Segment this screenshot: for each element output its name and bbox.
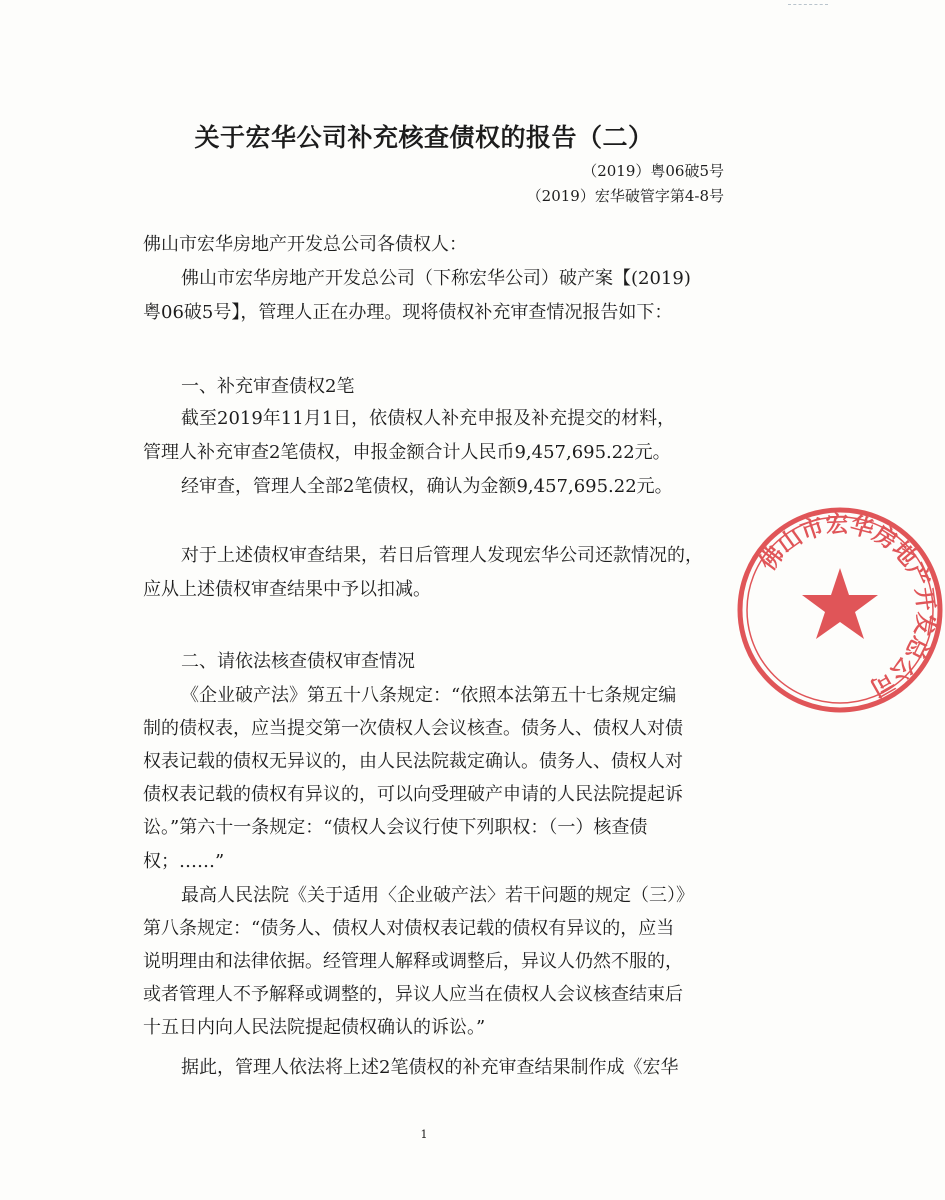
case-number: （2019）粤06破5号 xyxy=(582,162,724,180)
conclusion-line: 据此，管理人依法将上述2笔债权的补充审查结果制作成《宏华 xyxy=(181,1057,679,1078)
court-quote-line: 或者管理人不予解释或调整的，异议人应当在债权人会议核查结束后 xyxy=(143,984,683,1005)
law-quote-line: 《企业破产法》第五十八条规定：“依照本法第五十七条规定编 xyxy=(181,685,677,706)
court-quote-line: 第八条规定：“债务人、债权人对债权表记载的债权有异议的，应当 xyxy=(143,918,675,939)
law-quote-line: 权；……” xyxy=(143,851,225,872)
law-quote-line: 制的债权表，应当提交第一次债权人会议核查。债务人、债权人对债 xyxy=(143,718,683,739)
section-heading-2: 二、请依法核查债权审查情况 xyxy=(181,651,415,672)
intro-line: 佛山市宏华房地产开发总公司（下称宏华公司）破产案【(2019) xyxy=(181,268,691,289)
seal-text: 佛山市宏华房地产开发总公司 xyxy=(755,511,939,701)
company-seal xyxy=(735,505,945,715)
section1-note-line: 对于上述债权审查结果，若日后管理人发现宏华公司还款情况的， xyxy=(181,545,703,566)
section1-line: 管理人补充审查2笔债权，申报金额合计人民币9,457,695.22元。 xyxy=(143,442,671,463)
intro-line: 粤06破5号】，管理人正在办理。现将债权补充审查情况报告如下： xyxy=(143,302,673,323)
seal-star-icon xyxy=(802,568,878,639)
scan-mark xyxy=(788,4,828,11)
file-number: （2019）宏华破管字第4-8号 xyxy=(526,187,724,205)
section1-line: 截至2019年11月1日，依债权人补充申报及补充提交的材料， xyxy=(181,408,676,429)
law-quote-line: 讼。”第六十一条规定：“债权人会议行使下列职权：（一）核查债 xyxy=(143,817,648,838)
law-quote-line: 债权表记载的债权有异议的，可以向受理破产申请的人民法院提起诉 xyxy=(143,784,683,805)
section-heading-1: 一、补充审查债权2笔 xyxy=(181,376,355,397)
court-quote-line: 十五日内向人民法院提起债权确认的诉讼。” xyxy=(143,1017,486,1038)
law-quote-line: 权表记载的债权无异议的，由人民法院裁定确认。债务人、债权人对 xyxy=(143,751,683,772)
court-quote-line: 最高人民法院《关于适用〈企业破产法〉若干问题的规定（三）》 xyxy=(181,885,694,906)
page-number: 1 xyxy=(420,1128,428,1141)
section1-line: 经审查，管理人全部2笔债权，确认为金额9,457,695.22元。 xyxy=(181,476,673,497)
section1-note-line: 应从上述债权审查结果中予以扣减。 xyxy=(143,579,431,600)
salutation: 佛山市宏华房地产开发总公司各债权人： xyxy=(143,234,467,255)
document-title: 关于宏华公司补充核查债权的报告（二） xyxy=(194,123,654,152)
court-quote-line: 说明理由和法律依据。经管理人解释或调整后，异议人仍然不服的， xyxy=(143,951,683,972)
